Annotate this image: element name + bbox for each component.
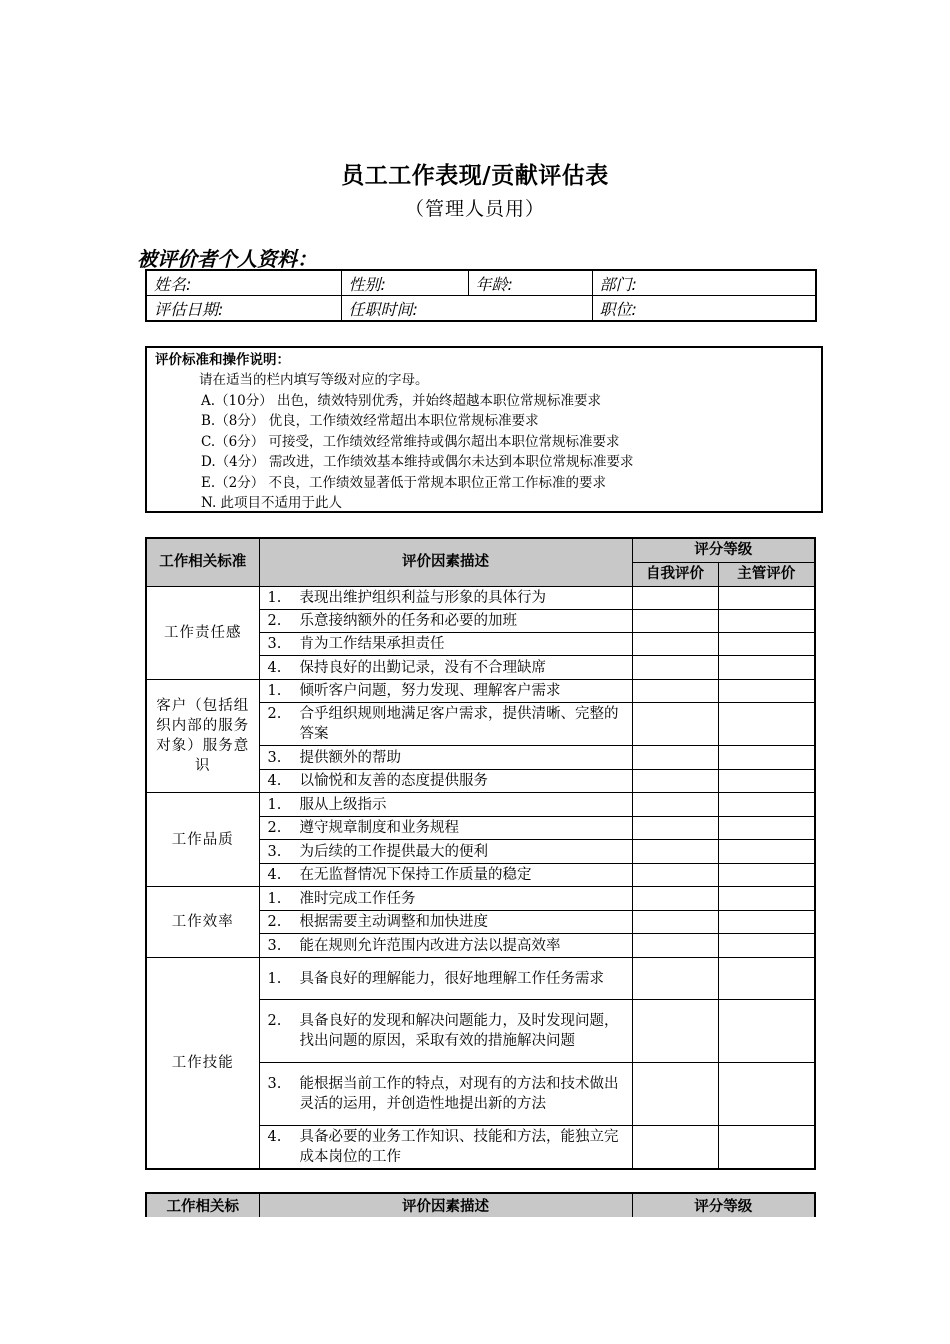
description-cell xyxy=(259,656,632,680)
self-rating-cell[interactable] xyxy=(632,911,718,934)
tenure-field[interactable]: 任职时间: xyxy=(341,296,592,322)
item-number: 2. xyxy=(267,1013,282,1029)
item-number: 1. xyxy=(267,970,282,987)
continued-header-rating: 评分等级 xyxy=(632,1193,815,1217)
continued-header-category: 工作相关标 xyxy=(146,1193,259,1217)
self-rating-cell[interactable] xyxy=(632,958,718,1000)
table-row xyxy=(146,793,815,817)
eval-date-field[interactable]: 评估日期: xyxy=(146,296,341,322)
item-number: 1. xyxy=(267,590,282,606)
item-text: 能在规则允许范围内改进方法以提高效率 xyxy=(299,937,561,954)
item-number: 2. xyxy=(267,914,282,930)
evaluation-table xyxy=(145,537,816,1170)
supervisor-rating-cell[interactable] xyxy=(718,703,815,746)
description-cell xyxy=(259,864,632,887)
self-rating-cell[interactable] xyxy=(632,817,718,840)
item-number: 2. xyxy=(267,706,282,722)
item-number: 4. xyxy=(267,773,282,789)
description-cell xyxy=(259,1063,632,1126)
category-cell: 工作责任感 xyxy=(146,587,259,680)
grade-e: E.（2分） 不良，工作绩效显著低于常规本职位正常工作标准的要求 xyxy=(201,474,607,491)
supervisor-rating-cell[interactable] xyxy=(718,770,815,793)
self-rating-cell[interactable] xyxy=(632,633,718,656)
item-text: 具备良好的理解能力，很好地理解工作任务需求 xyxy=(299,970,604,987)
item-number: 3. xyxy=(267,749,282,766)
description-cell xyxy=(259,934,632,958)
item-text: 根据需要主动调整和加快进度 xyxy=(299,914,488,930)
document-title: 员工工作表现/贡献评估表 xyxy=(341,163,609,189)
description-cell xyxy=(259,817,632,840)
supervisor-rating-cell[interactable] xyxy=(718,680,815,703)
description-cell xyxy=(259,911,632,934)
self-rating-cell[interactable] xyxy=(632,1126,718,1170)
item-number: 3. xyxy=(267,937,282,954)
item-text: 合乎组织规则地满足客户需求，提供清晰、完整的答案 xyxy=(299,706,619,742)
description-cell xyxy=(259,1000,632,1063)
self-rating-cell[interactable] xyxy=(632,610,718,633)
description-cell xyxy=(259,770,632,793)
item-number: 1. xyxy=(267,890,282,907)
continued-table-header xyxy=(145,1192,816,1217)
description-cell xyxy=(259,680,632,703)
continued-header-description: 评价因素描述 xyxy=(259,1193,632,1217)
item-number: 2. xyxy=(267,613,282,629)
supervisor-rating-cell[interactable] xyxy=(718,793,815,817)
table-row xyxy=(146,680,815,703)
self-rating-cell[interactable] xyxy=(632,934,718,958)
self-rating-cell[interactable] xyxy=(632,656,718,680)
supervisor-rating-cell[interactable] xyxy=(718,911,815,934)
item-text: 肯为工作结果承担责任 xyxy=(299,636,445,652)
name-field[interactable]: 姓名: xyxy=(146,270,341,296)
self-rating-cell[interactable] xyxy=(632,1000,718,1063)
self-rating-cell[interactable] xyxy=(632,587,718,610)
item-text: 以愉悦和友善的态度提供服务 xyxy=(299,773,488,789)
self-rating-cell[interactable] xyxy=(632,703,718,746)
item-number: 3. xyxy=(267,843,282,860)
header-self: 自我评价 xyxy=(632,563,718,587)
supervisor-rating-cell[interactable] xyxy=(718,746,815,770)
description-cell xyxy=(259,746,632,770)
item-text: 能根据当前工作的特点，对现有的方法和技术做出灵活的运用，并创造性地提出新的方法 xyxy=(299,1076,619,1112)
department-field[interactable]: 部门: xyxy=(592,270,816,296)
item-text: 遵守规章制度和业务规程 xyxy=(299,820,459,836)
description-cell xyxy=(259,887,632,911)
item-number: 4. xyxy=(267,1129,282,1145)
item-text: 服从上级指示 xyxy=(299,796,387,813)
supervisor-rating-cell[interactable] xyxy=(718,587,815,610)
supervisor-rating-cell[interactable] xyxy=(718,1126,815,1170)
grade-a: A.（10分） 出色，绩效特别优秀，并始终超越本职位常规标准要求 xyxy=(201,392,602,409)
self-rating-cell[interactable] xyxy=(632,770,718,793)
supervisor-rating-cell[interactable] xyxy=(718,610,815,633)
item-text: 准时完成工作任务 xyxy=(299,890,416,907)
supervisor-rating-cell[interactable] xyxy=(718,864,815,887)
category-cell: 工作技能 xyxy=(146,958,259,1170)
supervisor-rating-cell[interactable] xyxy=(718,656,815,680)
supervisor-rating-cell[interactable] xyxy=(718,840,815,864)
criteria-instruction: 请在适当的栏内填写等级对应的字母。 xyxy=(199,372,429,388)
grade-n: N. 此项目不适用于此人 xyxy=(201,495,343,511)
supervisor-rating-cell[interactable] xyxy=(718,958,815,1000)
supervisor-rating-cell[interactable] xyxy=(718,1063,815,1126)
supervisor-rating-cell[interactable] xyxy=(718,633,815,656)
category-cell: 工作品质 xyxy=(146,793,259,887)
criteria-box xyxy=(145,346,823,513)
document-subtitle: （管理人员用） xyxy=(404,198,545,220)
header-supervisor: 主管评价 xyxy=(718,563,815,587)
personal-info-table xyxy=(145,269,817,322)
table-row xyxy=(146,887,815,911)
item-text: 提供额外的帮助 xyxy=(299,749,401,766)
item-text: 乐意接纳额外的任务和必要的加班 xyxy=(299,613,517,629)
supervisor-rating-cell[interactable] xyxy=(718,887,815,911)
description-cell xyxy=(259,840,632,864)
item-text: 倾听客户问题，努力发现、理解客户需求 xyxy=(299,683,561,699)
personal-info-heading: 被评价者个人资料： xyxy=(137,247,317,271)
item-text: 在无监督情况下保持工作质量的稳定 xyxy=(299,867,532,883)
item-number: 1. xyxy=(267,796,282,813)
item-text: 表现出维护组织利益与形象的具体行为 xyxy=(299,590,546,606)
item-text: 为后续的工作提供最大的便利 xyxy=(299,843,488,860)
supervisor-rating-cell[interactable] xyxy=(718,817,815,840)
item-number: 4. xyxy=(267,867,282,883)
description-cell xyxy=(259,958,632,1000)
item-text: 保持良好的出勤记录，没有不合理缺席 xyxy=(299,659,546,676)
description-cell xyxy=(259,610,632,633)
self-rating-cell[interactable] xyxy=(632,840,718,864)
item-number: 1. xyxy=(267,683,282,699)
grade-d: D.（4分） 需改进，工作绩效基本维持或偶尔未达到本职位常规标准要求 xyxy=(201,454,634,470)
item-text: 具备必要的业务工作知识、技能和方法，能独立完成本岗位的工作 xyxy=(299,1129,619,1165)
table-row xyxy=(146,958,815,1000)
item-text: 具备良好的发现和解决问题能力，及时发现问题，找出问题的原因，采取有效的措施解决问题 xyxy=(299,1013,619,1049)
category-cell: 工作效率 xyxy=(146,887,259,958)
item-number: 3. xyxy=(267,636,282,652)
self-rating-cell[interactable] xyxy=(632,864,718,887)
header-category: 工作相关标准 xyxy=(146,538,259,587)
description-cell xyxy=(259,587,632,610)
position-field[interactable]: 职位: xyxy=(592,296,816,322)
gender-field[interactable]: 性别: xyxy=(341,270,468,296)
description-cell xyxy=(259,793,632,817)
self-rating-cell[interactable] xyxy=(632,887,718,911)
age-field[interactable]: 年龄: xyxy=(468,270,592,296)
item-number: 4. xyxy=(267,659,282,676)
description-cell xyxy=(259,703,632,746)
supervisor-rating-cell[interactable] xyxy=(718,934,815,958)
grade-c: C.（6分） 可接受，工作绩效经常维持或偶尔超出本职位常规标准要求 xyxy=(201,433,620,450)
table-row xyxy=(146,587,815,610)
supervisor-rating-cell[interactable] xyxy=(718,1000,815,1063)
criteria-title: 评价标准和操作说明： xyxy=(155,352,290,368)
item-number: 2. xyxy=(267,820,282,836)
header-rating: 评分等级 xyxy=(632,538,815,563)
description-cell xyxy=(259,1126,632,1170)
self-rating-cell[interactable] xyxy=(632,793,718,817)
self-rating-cell[interactable] xyxy=(632,1063,718,1126)
category-cell: 客户（包括组织内部的服务对象）服务意识 xyxy=(146,680,259,793)
header-description: 评价因素描述 xyxy=(259,538,632,587)
self-rating-cell[interactable] xyxy=(632,680,718,703)
grade-b: B.（8分） 优良，工作绩效经常超出本职位常规标准要求 xyxy=(201,413,539,429)
self-rating-cell[interactable] xyxy=(632,746,718,770)
item-number: 3. xyxy=(267,1076,282,1092)
description-cell xyxy=(259,633,632,656)
